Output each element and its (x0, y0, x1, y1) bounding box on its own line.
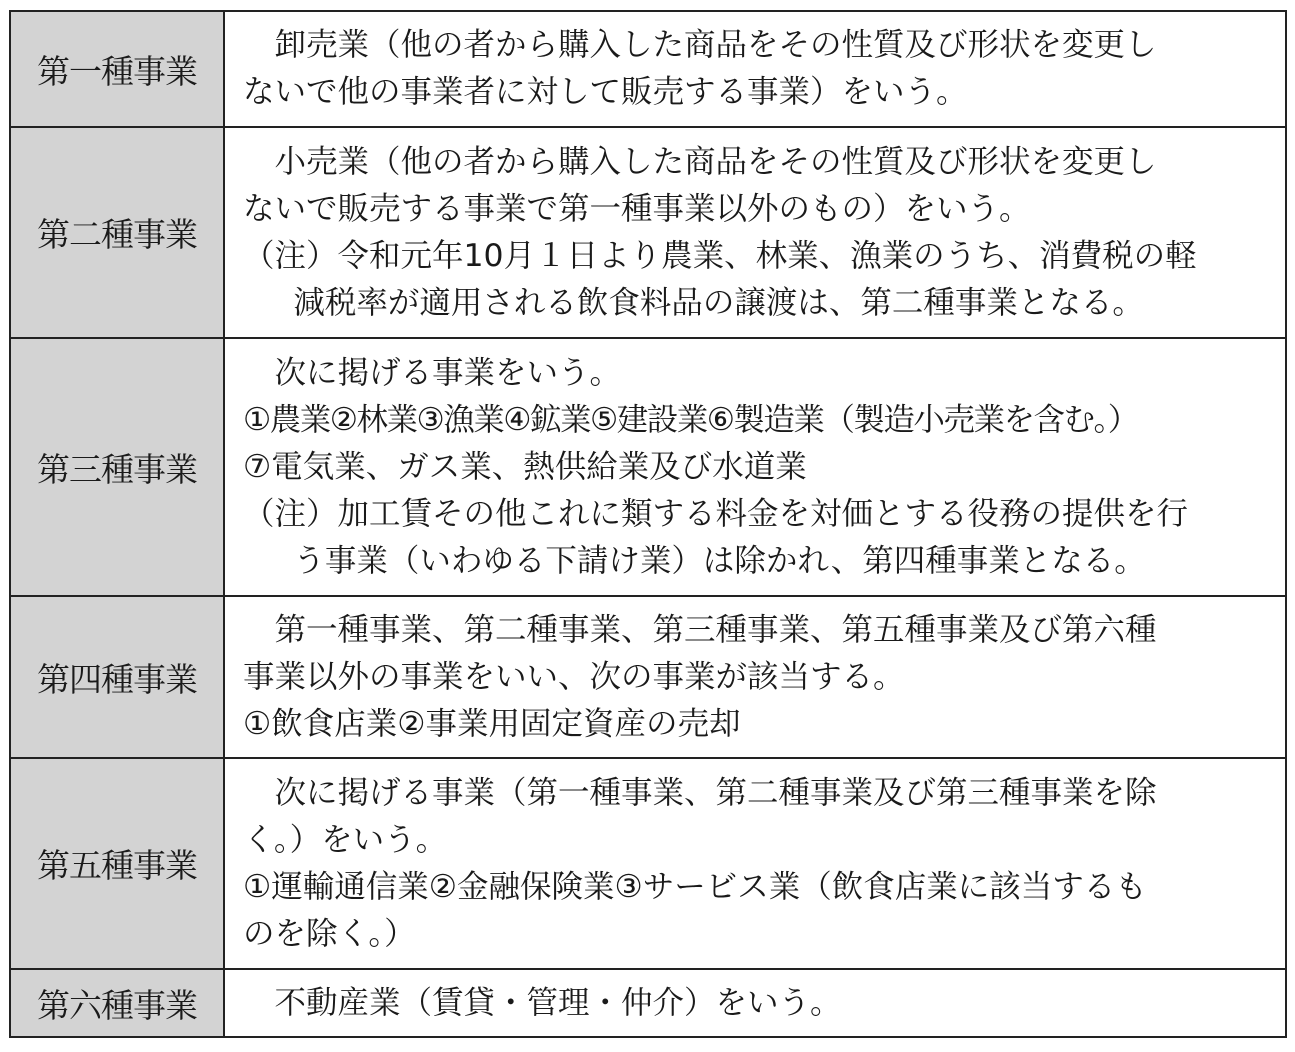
business-category-table (9, 10, 1287, 1038)
category-description (224, 127, 1286, 338)
category-description (224, 969, 1286, 1037)
category-description (224, 11, 1286, 127)
description-line: ①農業②林業③漁業④鉱業⑤建設業⑥製造業（製造小売業を含む。） (243, 401, 1138, 438)
category-description (224, 758, 1286, 969)
category-label: 第二種事業 (10, 127, 224, 338)
category-description (224, 338, 1286, 596)
note-line: う事業（いわゆる下請け業）は除かれ、第四種事業となる。 (293, 542, 1146, 579)
description-line: 次に掲げる事業をいう。 (274, 354, 622, 391)
note-line: （注）令和元年10月１日より農業、林業、漁業のうち、消費税の軽 (243, 237, 1197, 274)
category-label: 第六種事業 (10, 969, 224, 1037)
description-line: 事業以外の事業をいい、次の事業が該当する。 (243, 658, 905, 695)
description-line: ⑦電気業、ガス業、熱供給業及び水道業 (243, 448, 807, 485)
table-row (10, 11, 1286, 127)
description-line: 第一種事業、第二種事業、第三種事業、第五種事業及び第六種 (274, 611, 1157, 648)
category-label: 第一種事業 (10, 11, 224, 127)
category-label: 第四種事業 (10, 596, 224, 758)
note-line: （注）加工賃その他これに類する料金を対価とする役務の提供を行 (243, 495, 1189, 532)
table-row (10, 596, 1286, 758)
table-row (10, 969, 1286, 1037)
category-label: 第五種事業 (10, 758, 224, 969)
description-line: く。）をいう。 (243, 821, 448, 858)
table-row (10, 127, 1286, 338)
note-line: 減税率が適用される飲食料品の譲渡は、第二種事業となる。 (293, 284, 1144, 321)
description-line: ①運輸通信業②金融保険業③サービス業（飲食店業に該当するも (243, 868, 1147, 905)
description-line: 不動産業（賃貸・管理・仲介）をいう。 (274, 984, 842, 1021)
description-line: 小売業（他の者から購入した商品をその性質及び形状を変更し (274, 143, 1157, 180)
description-line: 卸売業（他の者から購入した商品をその性質及び形状を変更し (274, 27, 1157, 63)
table-row (10, 758, 1286, 969)
category-description (224, 596, 1286, 758)
description-line: ないで販売する事業で第一種事業以外のもの）をいう。 (243, 190, 1031, 227)
description-line: のを除く。） (243, 915, 416, 952)
category-label: 第三種事業 (10, 338, 224, 596)
description-line: ないで他の事業者に対して販売する事業）をいう。 (243, 74, 968, 110)
description-line: ①飲食店業②事業用固定資産の売却 (243, 705, 741, 742)
table-row (10, 338, 1286, 596)
description-line: 次に掲げる事業（第一種事業、第二種事業及び第三種事業を除 (274, 774, 1157, 811)
